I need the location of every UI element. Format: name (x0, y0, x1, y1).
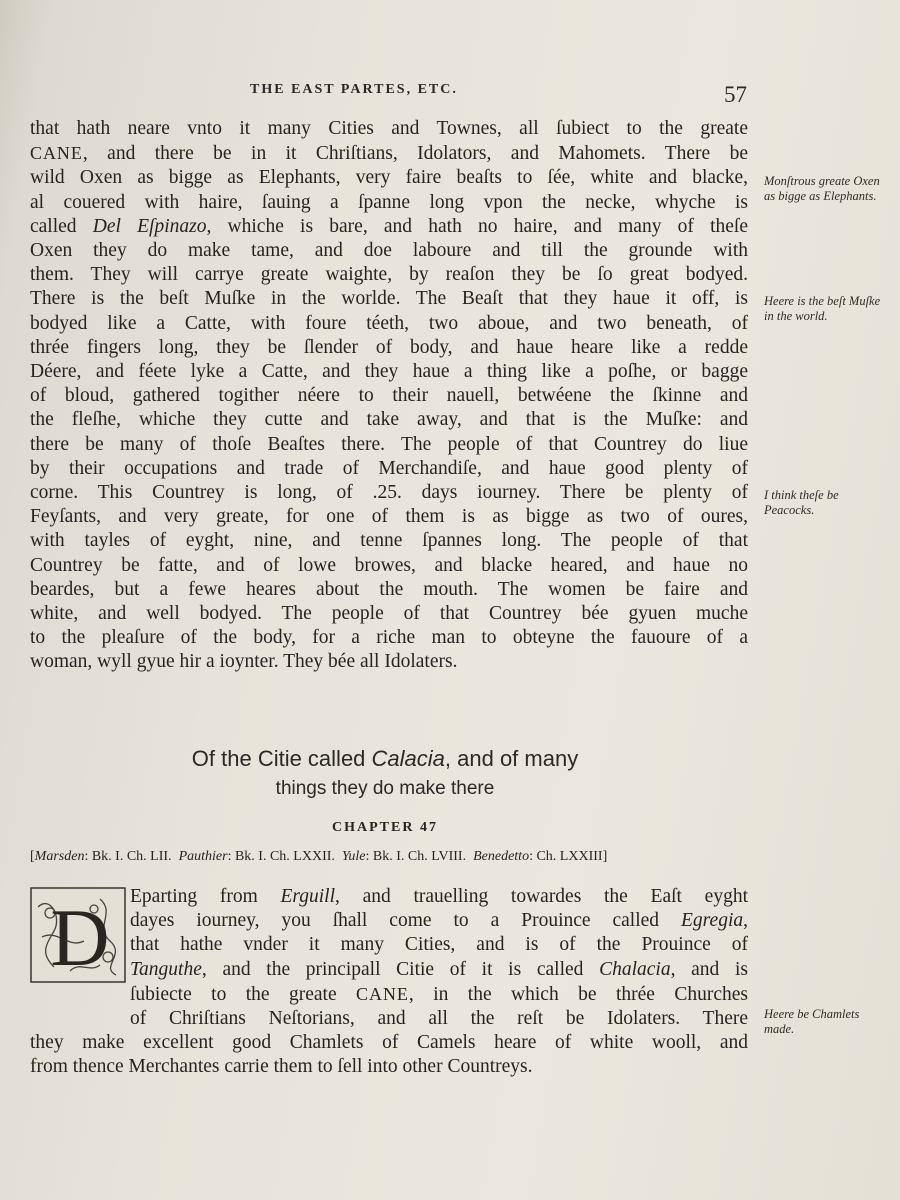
text-line: of bloud, gathered togither néere to their nauell, betwéene the ſkinne and (30, 385, 748, 407)
chapter-references: [Marsden: Bk. I. Ch. LII. Pauthier: Bk. I. Ch. LXXII. Yule: Bk. I. Ch. LVIII. Benedetto: Ch. LXXIII] (30, 849, 608, 864)
text-line: by their occupations and trade of Merchandiſe, and haue good plenty of (30, 457, 748, 479)
margin-note-muske: Heere is the beſt Muſke in the world. (764, 294, 881, 323)
chapter-number: CHAPTER 47 (332, 820, 438, 835)
paragraph-1 (30, 117, 748, 675)
text-line: corne. This Countrey is long, of .25. days iourney. There be plenty of (30, 482, 748, 504)
page-number: 57 (724, 82, 747, 107)
margin-note-peacocks: I think theſe be Peacocks. (764, 488, 839, 517)
text-line: to the pleaſure of the body, for a riche man to obteyne the fauoure of a (30, 627, 748, 649)
text-line: ſubiecte to the greate CANE, in the which be thrée Churches (130, 983, 748, 1005)
text-line: CANE, and there be in it Chriſtians, Idolators, and Mahomets. There be (30, 143, 748, 165)
text-line: with tayles of eyght, nine, and tenne ſpannes long. The people of that (30, 530, 748, 552)
text-line: that hathe vnder it many Cities, and is of the Prouince of (130, 934, 748, 956)
text-line: Tanguthe, and the principall Citie of it is called Chalacia, and is (130, 958, 748, 980)
text-line: Déere, and féete lyke a Catte, and they haue a thing like a poſhe, or bagge (30, 361, 748, 383)
running-header: THE EAST PARTES, ETC. (250, 82, 458, 97)
dropcap-letter: D (50, 892, 110, 983)
text-line: al couered with haire, ſauing a ſpanne long vpon the necke, whyche is (30, 191, 748, 213)
text-line: from thence Merchantes carrie them to ſell into other Countreys. (30, 1056, 533, 1078)
text-line: that hath neare vnto it many Cities and Townes, all ſubiect to the greate (30, 118, 748, 139)
text-line: Feyſants, and very greate, for one of them is as bigge as two of oures, (30, 506, 748, 528)
text-line: white, and well bodyed. The people of that Countrey bée gyuen muche (30, 603, 748, 625)
text-line: Eparting from Erguill, and trauelling towardes the Eaſt eyght (130, 886, 748, 907)
paragraph-2 (30, 885, 748, 1080)
text-line: Oxen they do make tame, and doe laboure and till the grounde with (30, 240, 748, 262)
text-line: them. They will carrye greate waighte, by reaſon they be ſo great bodyed. (30, 264, 748, 286)
text-line: they make excellent good Chamlets of Camels heare of white wooll, and (30, 1032, 748, 1054)
margin-note-oxen: Monſtrous greate Oxen as bigge as Elephants. (764, 174, 880, 203)
text-line: thrée fingers long, they be ſlender of body, and haue heare like a redde (30, 336, 748, 358)
text-line: There is the beſt Muſke in the worlde. The Beaſt that they haue it off, is (30, 288, 748, 310)
chapter-subtitle: things they do make there (275, 778, 495, 799)
margin-note-chamlets: Heere be Chamlets made. (764, 1007, 860, 1036)
chapter-title: Of the Citie called Calacia, and of many (191, 746, 579, 771)
text-line: the fleſhe, whiche they cutte and take away, and that is the Muſke: and (30, 409, 748, 431)
text-line: bodyed like a Catte, with foure téeth, two aboue, and two beneath, of (30, 312, 748, 334)
text-line: of Chriſtians Neſtorians, and all the reſt be Idolaters. There (130, 1008, 748, 1030)
text-line: wild Oxen as bigge as Elephants, very faire beaſts to ſée, white and blacke, (30, 167, 748, 189)
text-line: dayes iourney, you ſhall come to a Prouince called Egregia, (130, 910, 748, 932)
text-line: woman, wyll gyue hir a ioynter. They bée all Idolaters. (30, 651, 458, 673)
text-line: there be many of thoſe Beaſtes there. The people of that Countrey do liue (30, 433, 748, 455)
text-line: Countrey be fatte, and of lowe browes, and blacke heared, and haue no (30, 554, 748, 576)
text-line: beardes, but a fewe heares about the mouth. The women be faire and (30, 578, 748, 600)
text-line: called Del Eſpinazo, whiche is bare, and hath no haire, and many of theſe (30, 215, 749, 237)
